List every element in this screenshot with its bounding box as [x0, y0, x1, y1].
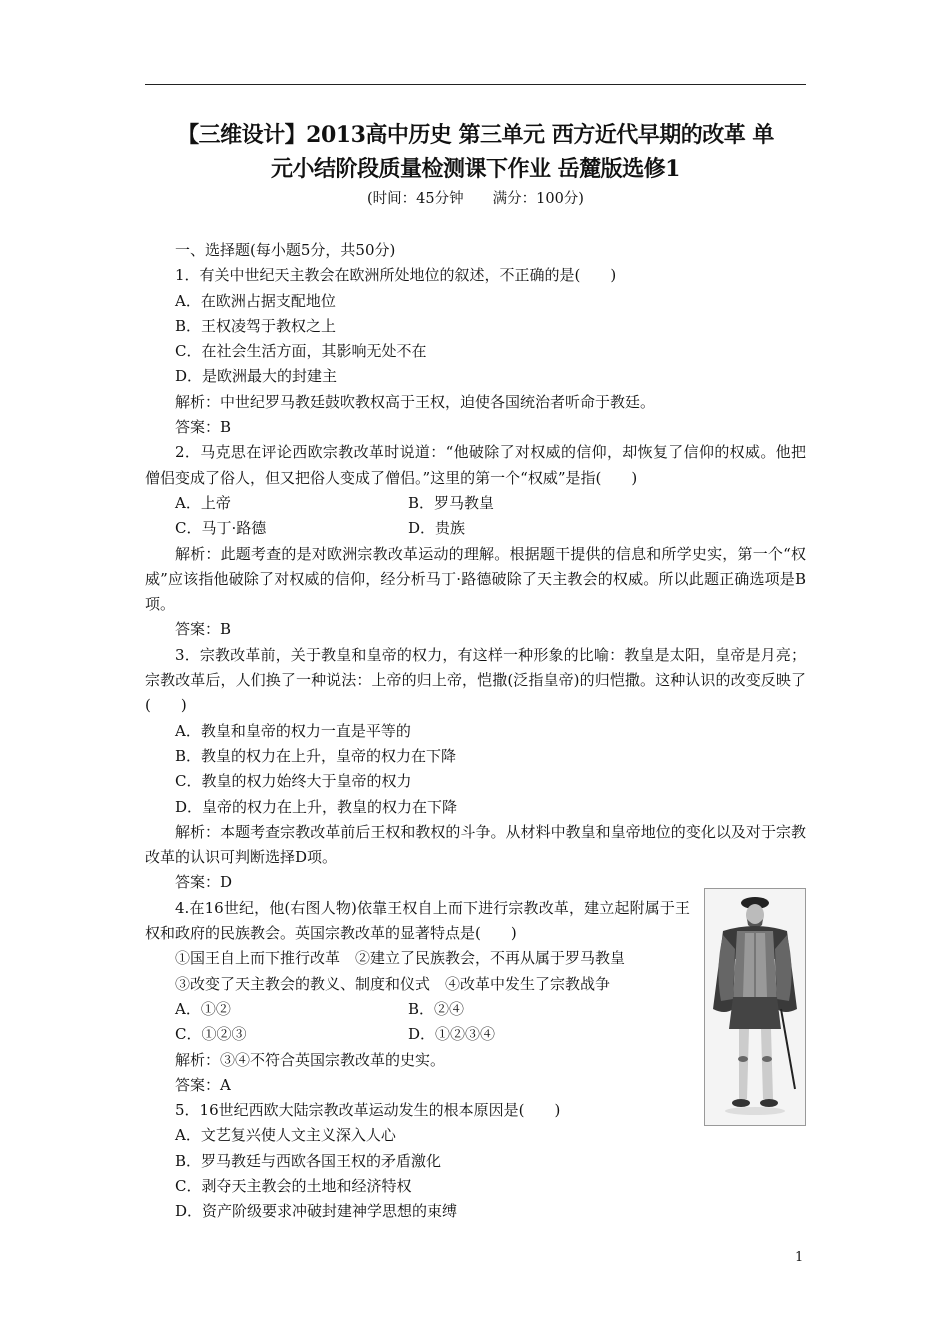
page-number: 1: [795, 1250, 804, 1265]
time-score-info: (时间：45分钟 满分：100分): [367, 191, 584, 207]
question-stem: 4.在16世纪，他(右图人物)依靠王权自上而下进行宗教改革，建立起附属于王权和政府的民族教会。英国宗教改革的显著特点是( ): [145, 898, 690, 943]
option: D．是欧洲最大的封建主: [175, 367, 338, 386]
option: A．上帝: [175, 493, 231, 512]
title-line-1: 【三维设计】2013高中历史 第三单元 西方近代早期的改革 单: [177, 122, 774, 148]
option: D．资产阶级要求冲破封建神学思想的束缚: [175, 1202, 458, 1221]
section-heading: 一、选择题(每小题5分，共50分): [175, 241, 396, 259]
analysis: 解析：此题考查的是对欧洲宗教改革运动的理解。根据题干提供的信息和所学史实，第一个“权威”应该指他破除了对权威的信仰，经分析马丁·路德破除了天主教会的权威。所以此题正确选项是B项。: [145, 544, 806, 614]
analysis: 解析：本题考查宗教改革前后王权和教权的斗争。从材料中教皇和皇帝地位的变化以及对于宗教改革的认识可判断选择D项。: [145, 822, 806, 867]
option: A．文艺复兴使人文主义深入人心: [175, 1126, 396, 1145]
option: D．①②③④: [408, 1025, 496, 1044]
question-1: [145, 263, 806, 440]
question-stem: 2．马克思在评论西欧宗教改革时说道：“他破除了对权威的信仰，却恢复了信仰的权威。他把僧侣变成了俗人，但又把俗人变成了僧侣。”这里的第一个“权威”是指( ): [145, 443, 806, 487]
analysis: 解析：③④不符合英国宗教改革的史实。: [175, 1050, 446, 1069]
option: B．教皇的权力在上升，皇帝的权力在下降: [175, 746, 457, 765]
option: A．教皇和皇帝的权力一直是平等的: [175, 721, 411, 740]
option: A．①②: [175, 999, 231, 1018]
document-title: [145, 118, 806, 186]
analysis: 解析：中世纪罗马教廷鼓吹教权高于王权，迫使各国统治者听命于教廷。: [175, 392, 656, 411]
statement-items: ③改变了天主教会的教义、制度和仪式 ④改革中发生了宗教战争: [175, 974, 611, 993]
statement-items: ①国王自上而下推行改革 ②建立了民族教会，不再从属于罗马教皇: [175, 949, 626, 968]
question-stem: 5．16世纪西欧大陆宗教改革运动发生的根本原因是( ): [175, 1101, 561, 1120]
option: B．罗马教廷与西欧各国王权的矛盾激化: [175, 1151, 442, 1170]
option: D．皇帝的权力在上升，教皇的权力在下降: [175, 797, 458, 816]
option-row: [145, 516, 806, 541]
answer: 答案：D: [175, 873, 233, 892]
question-3: [145, 643, 806, 896]
option: B．罗马教皇: [408, 493, 495, 512]
answer: 答案：B: [175, 418, 232, 437]
question-stem: 1．有关中世纪天主教会在欧洲所处地位的叙述，不正确的是( ): [175, 266, 617, 285]
option: D．贵族: [408, 519, 466, 538]
question-2: [145, 440, 806, 642]
option: C．①②③: [175, 1025, 247, 1044]
header-rule: [145, 84, 806, 85]
question-stem: 3．宗教改革前，关于教皇和皇帝的权力，有这样一种形象的比喻：教皇是太阳，皇帝是月亮；宗教改革后，人们换了一种说法：上帝的归上帝，恺撒(泛指皇帝)的归恺撒。这种认识的改变反映了( ): [145, 645, 806, 715]
title-line-2: 元小结阶段质量检测课下作业 岳麓版选修1: [271, 156, 680, 182]
option: C．在社会生活方面，其影响无处不在: [175, 342, 427, 361]
option: C．剥夺天主教会的土地和经济特权: [175, 1176, 412, 1195]
option: C．马丁·路德: [175, 519, 267, 538]
answer: 答案：A: [175, 1075, 231, 1094]
king-portrait-image: [704, 888, 806, 1126]
portrait-drawing: [705, 889, 805, 1125]
option: A．在欧洲占据支配地位: [175, 291, 336, 310]
option-row: [145, 491, 806, 516]
option: B．王权凌驾于教权之上: [175, 316, 337, 335]
answer: 答案：B: [175, 620, 232, 639]
option: C．教皇的权力始终大于皇帝的权力: [175, 772, 412, 791]
option: B．②④: [408, 999, 465, 1018]
